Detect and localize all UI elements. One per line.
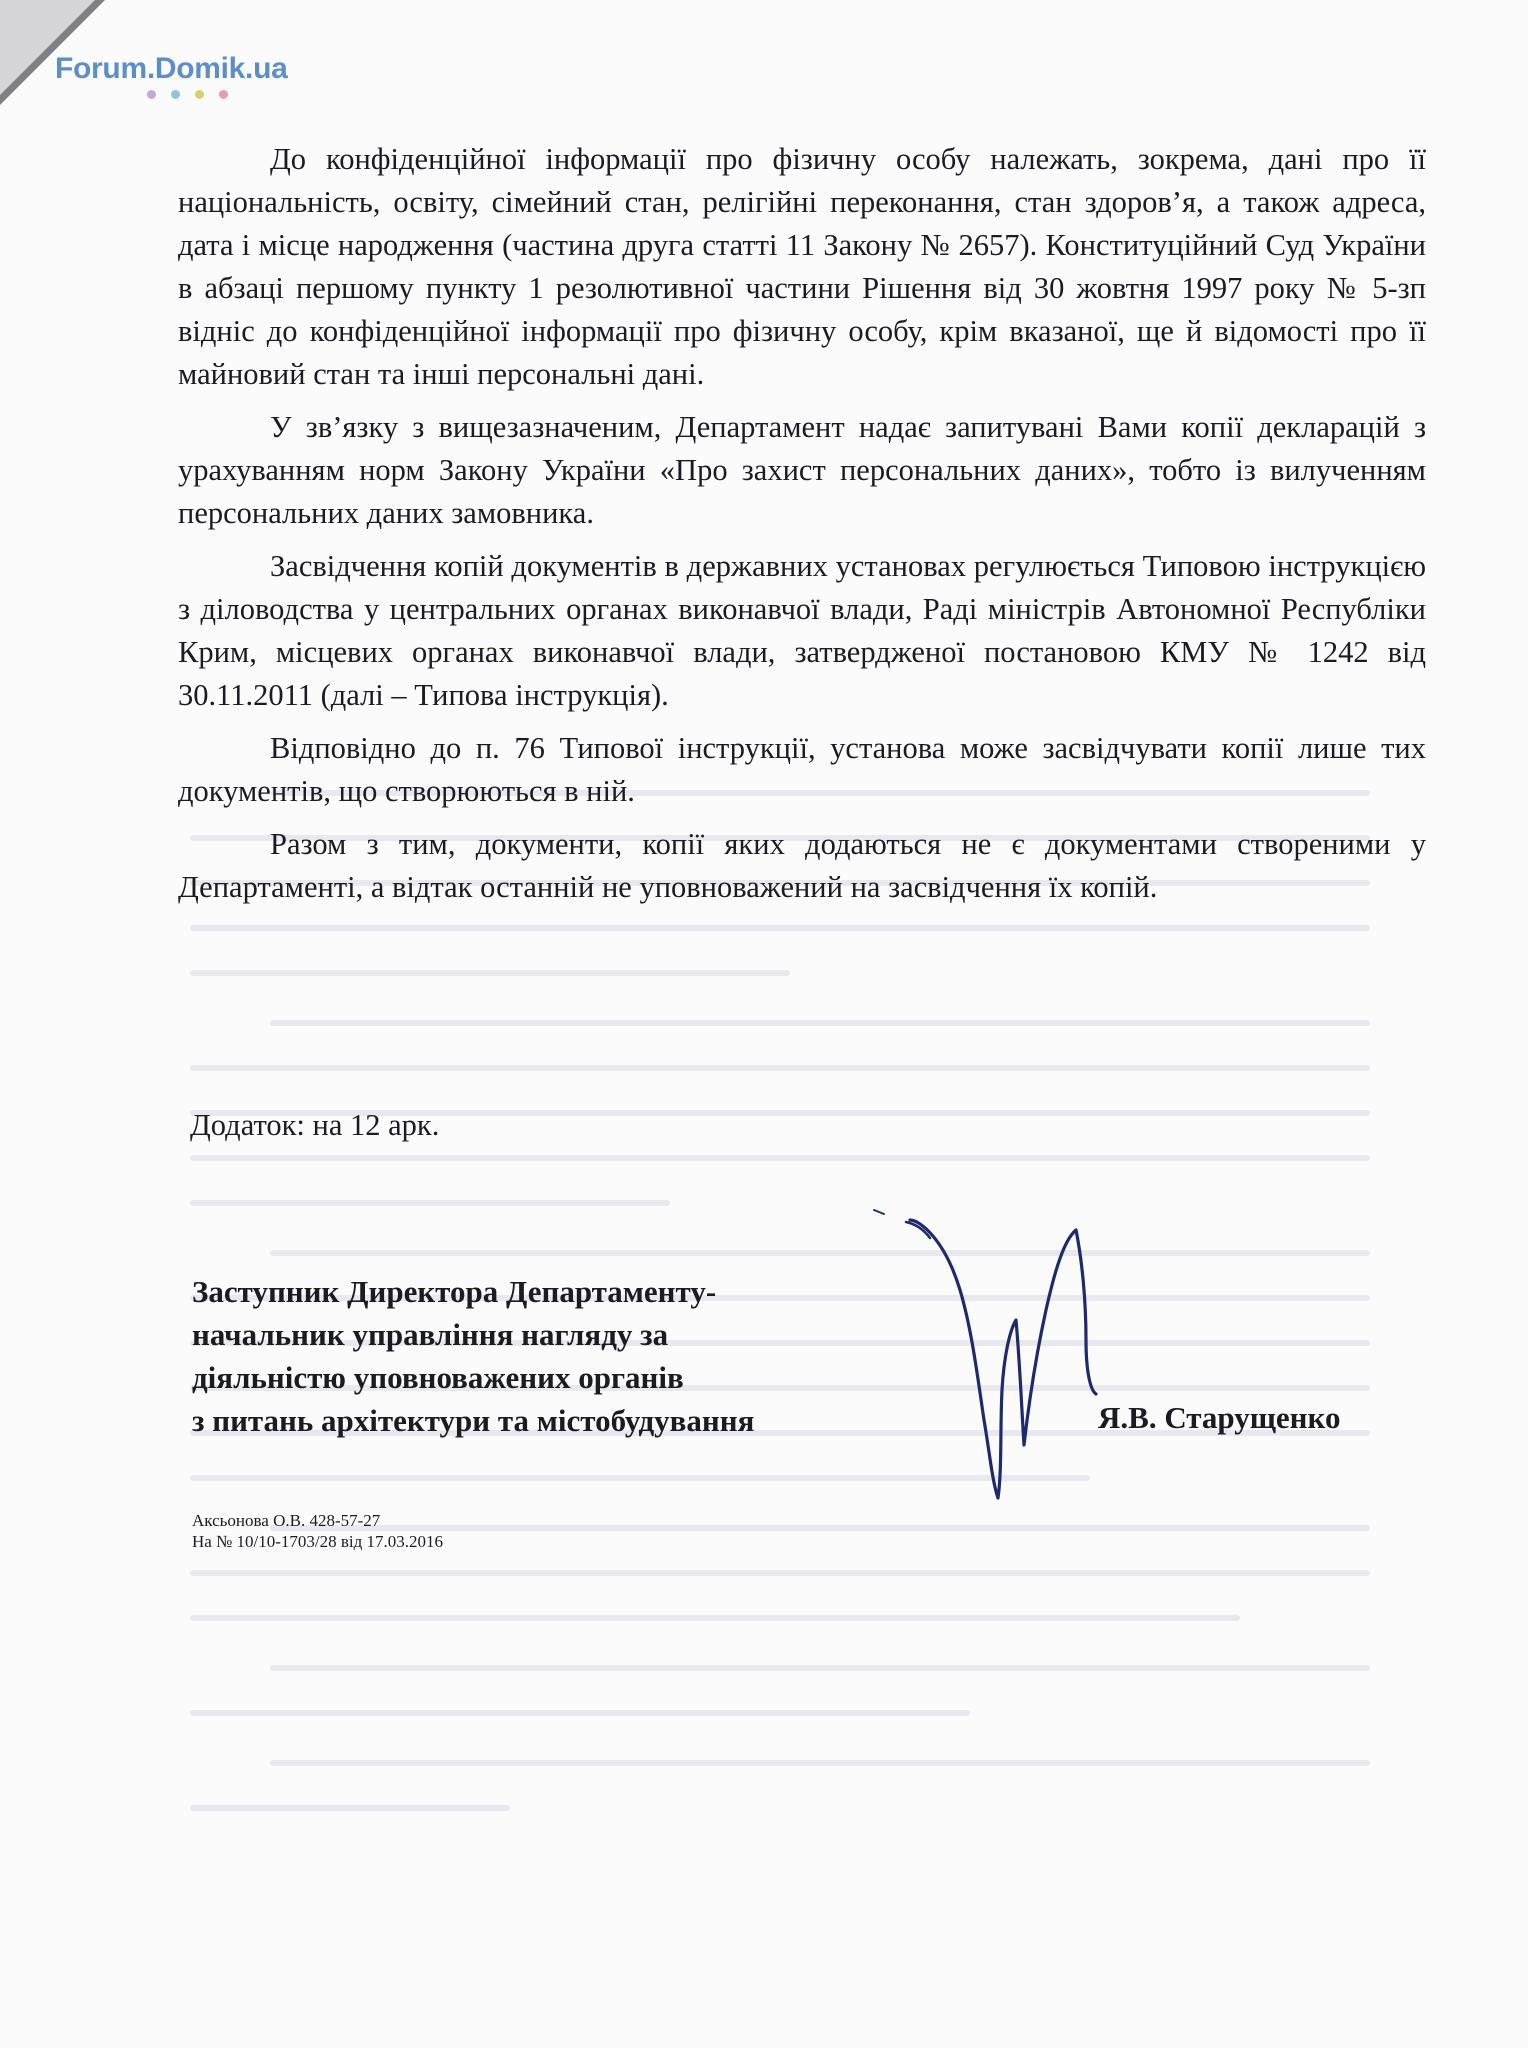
logo-dot-1 — [147, 90, 156, 99]
signatory-title-line: з питань архітектури та містобудування — [192, 1403, 755, 1438]
paragraph-certification-rules: Засвідчення копій документів в державних установах регулюється Типовою інструкцією з діловодства у центральних органах виконавчої влади, Раді міністрів Автономної Республіки Крим, місцевих органах виконавчої влади, затвердженої постановою КМУ № 1242 від 30.11.2011 (далі – Типова інструкція). — [178, 549, 1426, 712]
paragraph-confidential-info: До конфіденційної інформації про фізичну особу належать, зокрема, дані про її національність, освіту, сімейний стан, релігійні переконання, стан здоров’я, а також адреса, дата і місце народження (частина друга статті 11 Закону № 2657). Конституційний Суд України в абзаці першому пункту 1 резолютивної частини Рішення від 30 жовтня 1997 року № 5-зп відніс до конфіденційної інформації про фізичну особу, крім вказаної, ще й відомості про її майновий стан та інші персональні дані. — [178, 142, 1426, 391]
logo-dot-4 — [219, 90, 228, 99]
executor-name-phone: Аксьонова О.В. 428-57-27 — [192, 1511, 381, 1530]
attachment-note: Додаток: на 12 арк. — [190, 1108, 440, 1142]
watermark-logo-text: Forum.Domik.ua — [55, 52, 288, 85]
watermark-logo — [55, 52, 288, 86]
handwritten-signature — [850, 1180, 1180, 1560]
paragraph-not-authorized: Разом з тим, документи, копії яких додаються не є документами створеними у Департаменті, а відтак останній не уповноважений на засвідчення їх копій. — [178, 827, 1426, 904]
logo-dot-2 — [171, 90, 180, 99]
paragraph-item-76: Відповідно до п. 76 Типової інструкції, установа може засвідчувати копії лише тих документів, що створюються в ній. — [178, 731, 1426, 808]
signatory-title-line: діяльністю уповноважених органів — [192, 1360, 684, 1395]
watermark-logo-dots — [147, 90, 247, 100]
signatory-title-line: начальник управління нагляду за — [192, 1317, 669, 1352]
letter-body — [178, 138, 1426, 919]
signatory-title — [192, 1270, 754, 1442]
executor-note — [192, 1510, 443, 1552]
signer-name: Я.В. Старущенко — [1098, 1400, 1341, 1435]
signatory-title-line: Заступник Директора Департаменту- — [192, 1274, 717, 1309]
logo-dot-3 — [195, 90, 204, 99]
executor-reference: На № 10/10-1703/28 від 17.03.2016 — [192, 1532, 444, 1551]
paragraph-department-provides: У зв’язку з вищезазначеним, Департамент надає запитувані Вами копії декларацій з урахуванням норм Закону України «Про захист персональних даних», тобто із вилученням персональних даних замовника. — [178, 410, 1426, 530]
